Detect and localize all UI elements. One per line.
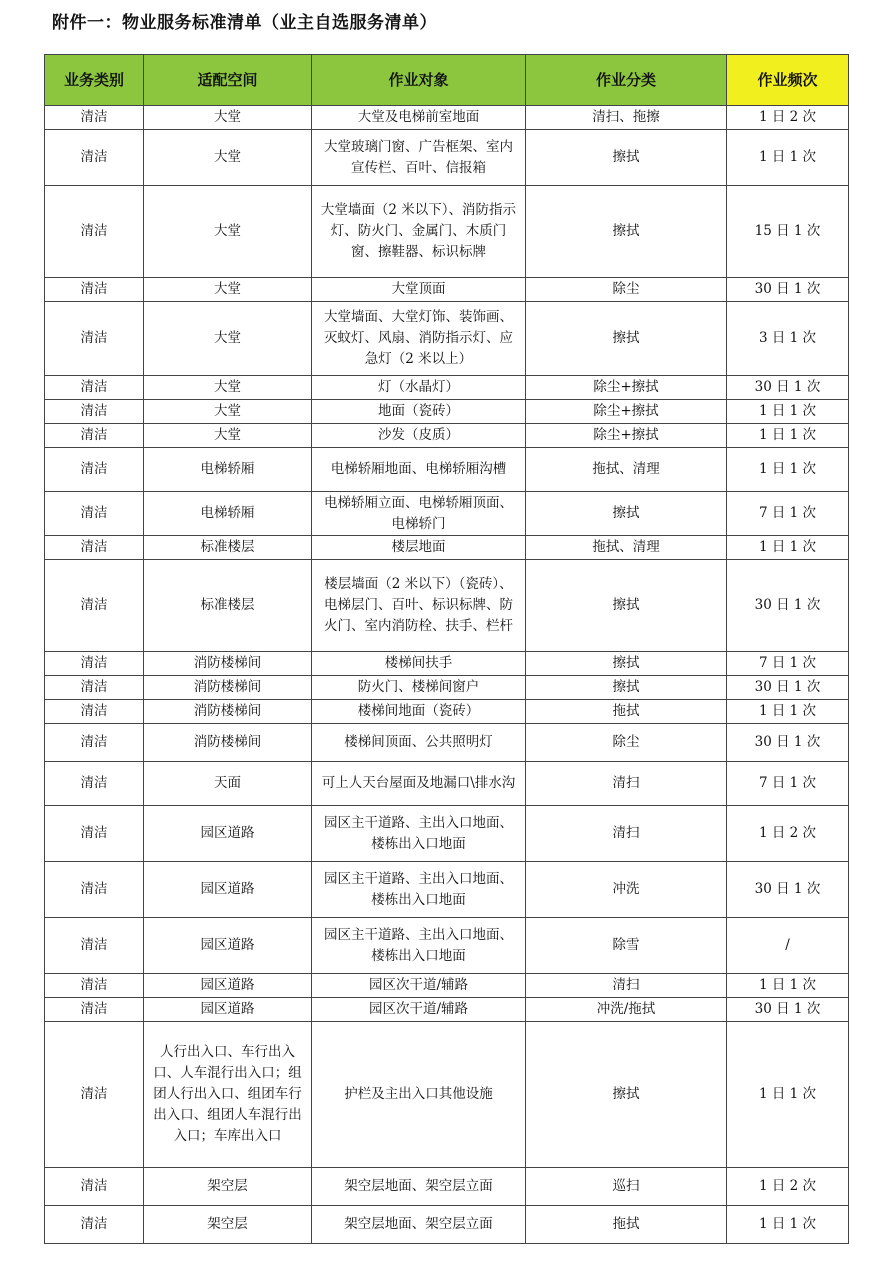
frequency-cell: 7 日 1 次 [727,492,849,536]
category-cell: 清洁 [45,448,144,492]
table-row [45,724,849,762]
frequency-cell: 30 日 1 次 [727,376,849,400]
header-type: 作业分类 [526,55,727,106]
space-cell: 消防楼梯间 [144,700,312,724]
frequency-cell: 7 日 1 次 [727,652,849,676]
object-cell: 园区次干道/辅路 [312,998,526,1022]
type-cell: 清扫 [526,806,727,862]
frequency-cell: 1 日 1 次 [727,400,849,424]
object-cell: 架空层地面、架空层立面 [312,1168,526,1206]
header-category: 业务类别 [45,55,144,106]
category-cell: 清洁 [45,724,144,762]
object-cell: 大堂及电梯前室地面 [312,106,526,130]
frequency-cell: 1 日 1 次 [727,1206,849,1244]
table-row [45,1022,849,1168]
category-cell: 清洁 [45,652,144,676]
table-row [45,998,849,1022]
table-row [45,806,849,862]
category-cell: 清洁 [45,106,144,130]
type-cell: 冲洗 [526,862,727,918]
space-cell: 电梯轿厢 [144,492,312,536]
space-cell: 消防楼梯间 [144,724,312,762]
table-row [45,376,849,400]
table-row [45,400,849,424]
space-cell: 园区道路 [144,974,312,998]
frequency-cell: 1 日 1 次 [727,130,849,186]
category-cell: 清洁 [45,560,144,652]
type-cell: 擦拭 [526,676,727,700]
object-cell: 楼梯间地面（瓷砖） [312,700,526,724]
table-row [45,448,849,492]
object-cell: 电梯轿厢地面、电梯轿厢沟槽 [312,448,526,492]
object-cell: 大堂墙面（2 米以下）、消防指示灯、防火门、金属门、木质门窗、擦鞋器、标识标牌 [312,186,526,278]
space-cell: 天面 [144,762,312,806]
category-cell: 清洁 [45,400,144,424]
type-cell: 擦拭 [526,1022,727,1168]
table-row [45,1206,849,1244]
header-frequency: 作业频次 [727,55,849,106]
object-cell: 灯（水晶灯） [312,376,526,400]
object-cell: 楼梯间顶面、公共照明灯 [312,724,526,762]
table-row [45,130,849,186]
type-cell: 清扫 [526,974,727,998]
type-cell: 擦拭 [526,130,727,186]
space-cell: 园区道路 [144,862,312,918]
category-cell: 清洁 [45,974,144,998]
object-cell: 地面（瓷砖） [312,400,526,424]
type-cell: 拖拭、清理 [526,448,727,492]
category-cell: 清洁 [45,302,144,376]
table-row [45,106,849,130]
type-cell: 拖拭、清理 [526,536,727,560]
frequency-cell: 1 日 1 次 [727,448,849,492]
frequency-cell: 3 日 1 次 [727,302,849,376]
object-cell: 防火门、楼梯间窗户 [312,676,526,700]
table-row [45,492,849,536]
table-body [45,106,849,1244]
space-cell: 大堂 [144,278,312,302]
type-cell: 除雪 [526,918,727,974]
type-cell: 清扫 [526,762,727,806]
type-cell: 拖拭 [526,700,727,724]
space-cell: 人行出入口、车行出入口、人车混行出入口；组团人行出入口、组团车行出入口、组团人车混行出入口；车库出入口 [144,1022,312,1168]
table-row [45,424,849,448]
frequency-cell: 1 日 1 次 [727,424,849,448]
space-cell: 大堂 [144,130,312,186]
object-cell: 大堂顶面 [312,278,526,302]
frequency-cell: / [727,918,849,974]
frequency-cell: 30 日 1 次 [727,724,849,762]
space-cell: 消防楼梯间 [144,652,312,676]
object-cell: 电梯轿厢立面、电梯轿厢顶面、电梯轿门 [312,492,526,536]
frequency-cell: 30 日 1 次 [727,560,849,652]
frequency-cell: 30 日 1 次 [727,278,849,302]
header-object: 作业对象 [312,55,526,106]
object-cell: 护栏及主出入口其他设施 [312,1022,526,1168]
category-cell: 清洁 [45,806,144,862]
space-cell: 大堂 [144,302,312,376]
table-header-row [45,55,849,106]
object-cell: 大堂墙面、大堂灯饰、装饰画、灭蚊灯、风扇、消防指示灯、应急灯（2 米以上） [312,302,526,376]
type-cell: 除尘+擦拭 [526,400,727,424]
category-cell: 清洁 [45,424,144,448]
type-cell: 除尘 [526,278,727,302]
object-cell: 大堂玻璃门窗、广告框架、室内宣传栏、百叶、信报箱 [312,130,526,186]
category-cell: 清洁 [45,762,144,806]
object-cell: 园区主干道路、主出入口地面、楼栋出入口地面 [312,862,526,918]
frequency-cell: 30 日 1 次 [727,862,849,918]
frequency-cell: 1 日 2 次 [727,806,849,862]
object-cell: 可上人天台屋面及地漏口\排水沟 [312,762,526,806]
object-cell: 楼层地面 [312,536,526,560]
space-cell: 大堂 [144,400,312,424]
frequency-cell: 30 日 1 次 [727,676,849,700]
category-cell: 清洁 [45,862,144,918]
frequency-cell: 1 日 1 次 [727,700,849,724]
document-title: 附件一：物业服务标准清单（业主自选服务清单） [52,13,437,33]
category-cell: 清洁 [45,676,144,700]
type-cell: 擦拭 [526,560,727,652]
frequency-cell: 1 日 1 次 [727,974,849,998]
type-cell: 擦拭 [526,302,727,376]
table-row [45,536,849,560]
frequency-cell: 1 日 1 次 [727,1022,849,1168]
type-cell: 巡扫 [526,1168,727,1206]
frequency-cell: 1 日 2 次 [727,106,849,130]
space-cell: 架空层 [144,1206,312,1244]
type-cell: 擦拭 [526,492,727,536]
table-row [45,862,849,918]
space-cell: 标准楼层 [144,536,312,560]
space-cell: 园区道路 [144,806,312,862]
object-cell: 园区次干道/辅路 [312,974,526,998]
object-cell: 园区主干道路、主出入口地面、楼栋出入口地面 [312,918,526,974]
frequency-cell: 30 日 1 次 [727,998,849,1022]
object-cell: 沙发（皮质） [312,424,526,448]
type-cell: 除尘 [526,724,727,762]
category-cell: 清洁 [45,492,144,536]
space-cell: 园区道路 [144,998,312,1022]
type-cell: 拖拭 [526,1206,727,1244]
space-cell: 大堂 [144,424,312,448]
category-cell: 清洁 [45,536,144,560]
object-cell: 楼层墙面（2 米以下）（瓷砖）、电梯层门、百叶、标识标牌、防火门、室内消防栓、扶手、栏杆 [312,560,526,652]
type-cell: 除尘+擦拭 [526,376,727,400]
type-cell: 除尘+擦拭 [526,424,727,448]
category-cell: 清洁 [45,918,144,974]
category-cell: 清洁 [45,376,144,400]
table-row [45,676,849,700]
category-cell: 清洁 [45,700,144,724]
table-row [45,302,849,376]
table-row [45,186,849,278]
table-row [45,918,849,974]
table-row [45,974,849,998]
category-cell: 清洁 [45,1168,144,1206]
space-cell: 园区道路 [144,918,312,974]
header-space: 适配空间 [144,55,312,106]
frequency-cell: 1 日 1 次 [727,536,849,560]
object-cell: 楼梯间扶手 [312,652,526,676]
object-cell: 架空层地面、架空层立面 [312,1206,526,1244]
space-cell: 电梯轿厢 [144,448,312,492]
space-cell: 标准楼层 [144,560,312,652]
object-cell: 园区主干道路、主出入口地面、楼栋出入口地面 [312,806,526,862]
type-cell: 冲洗/拖拭 [526,998,727,1022]
category-cell: 清洁 [45,1206,144,1244]
space-cell: 消防楼梯间 [144,676,312,700]
category-cell: 清洁 [45,998,144,1022]
table-row [45,652,849,676]
frequency-cell: 15 日 1 次 [727,186,849,278]
table-row [45,560,849,652]
table-row [45,278,849,302]
table-row [45,1168,849,1206]
space-cell: 架空层 [144,1168,312,1206]
type-cell: 擦拭 [526,186,727,278]
table-row [45,762,849,806]
category-cell: 清洁 [45,186,144,278]
frequency-cell: 7 日 1 次 [727,762,849,806]
type-cell: 清扫、拖擦 [526,106,727,130]
table-row [45,700,849,724]
category-cell: 清洁 [45,1022,144,1168]
category-cell: 清洁 [45,278,144,302]
space-cell: 大堂 [144,106,312,130]
category-cell: 清洁 [45,130,144,186]
space-cell: 大堂 [144,186,312,278]
service-standard-table [44,54,849,1244]
space-cell: 大堂 [144,376,312,400]
type-cell: 擦拭 [526,652,727,676]
frequency-cell: 1 日 2 次 [727,1168,849,1206]
